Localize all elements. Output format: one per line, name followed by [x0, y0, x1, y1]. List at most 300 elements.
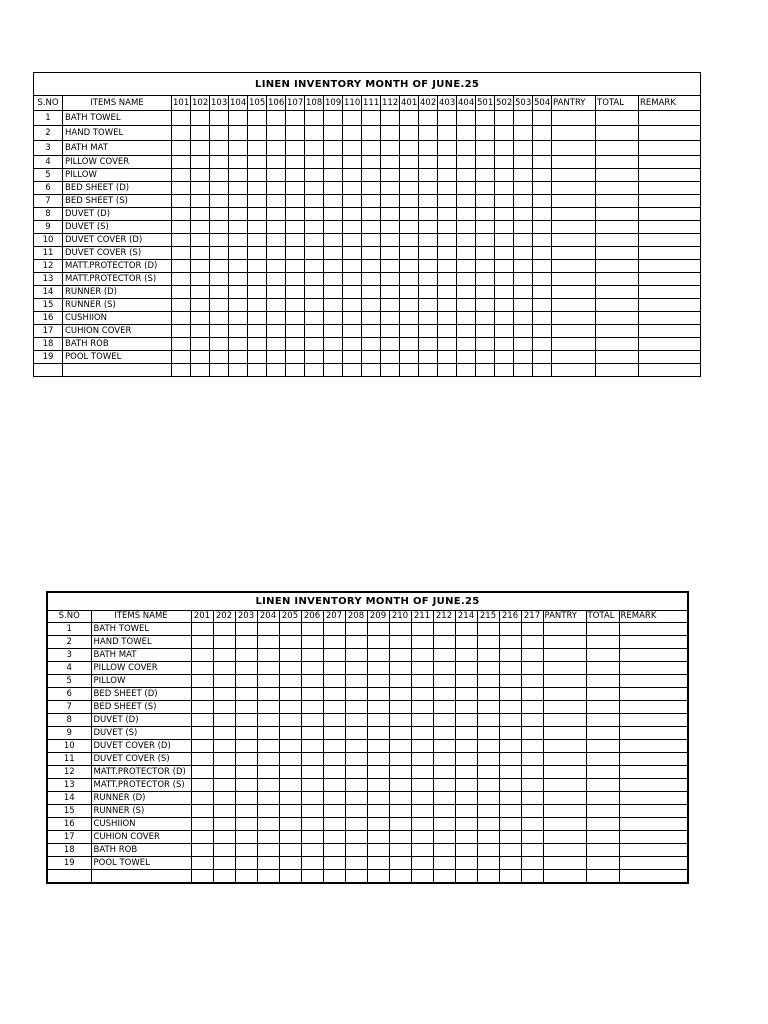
count-cell[interactable] [433, 714, 455, 727]
count-cell[interactable] [301, 636, 323, 649]
count-cell[interactable] [438, 273, 457, 286]
count-cell[interactable] [495, 273, 514, 286]
count-cell[interactable] [172, 169, 191, 182]
count-cell[interactable] [477, 714, 499, 727]
count-cell[interactable] [514, 325, 533, 338]
count-cell[interactable] [419, 234, 438, 247]
count-cell[interactable] [433, 636, 455, 649]
count-cell[interactable] [305, 234, 324, 247]
count-cell[interactable] [457, 156, 476, 169]
count-cell[interactable] [210, 260, 229, 273]
count-cell[interactable] [619, 636, 688, 649]
count-cell[interactable] [438, 195, 457, 208]
empty-cell[interactable] [343, 364, 362, 377]
count-cell[interactable] [345, 623, 367, 636]
count-cell[interactable] [210, 325, 229, 338]
count-cell[interactable] [477, 805, 499, 818]
count-cell[interactable] [323, 623, 345, 636]
empty-cell[interactable] [457, 364, 476, 377]
count-cell[interactable] [381, 338, 400, 351]
count-cell[interactable] [248, 351, 267, 364]
count-cell[interactable] [362, 325, 381, 338]
count-cell[interactable] [267, 208, 286, 221]
count-cell[interactable] [362, 126, 381, 141]
count-cell[interactable] [543, 766, 586, 779]
count-cell[interactable] [495, 156, 514, 169]
count-cell[interactable] [191, 195, 210, 208]
count-cell[interactable] [552, 338, 596, 351]
count-cell[interactable] [191, 753, 213, 766]
count-cell[interactable] [172, 286, 191, 299]
count-cell[interactable] [639, 312, 701, 325]
count-cell[interactable] [248, 156, 267, 169]
count-cell[interactable] [476, 111, 495, 126]
count-cell[interactable] [619, 623, 688, 636]
empty-cell[interactable] [455, 870, 477, 884]
count-cell[interactable] [191, 636, 213, 649]
count-cell[interactable] [305, 325, 324, 338]
count-cell[interactable] [343, 325, 362, 338]
count-cell[interactable] [521, 753, 543, 766]
count-cell[interactable] [619, 727, 688, 740]
count-cell[interactable] [619, 662, 688, 675]
count-cell[interactable] [323, 818, 345, 831]
count-cell[interactable] [433, 688, 455, 701]
count-cell[interactable] [229, 299, 248, 312]
count-cell[interactable] [229, 312, 248, 325]
count-cell[interactable] [191, 701, 213, 714]
count-cell[interactable] [279, 753, 301, 766]
count-cell[interactable] [639, 273, 701, 286]
count-cell[interactable] [248, 325, 267, 338]
count-cell[interactable] [305, 247, 324, 260]
count-cell[interactable] [457, 338, 476, 351]
count-cell[interactable] [367, 844, 389, 857]
count-cell[interactable] [367, 740, 389, 753]
count-cell[interactable] [596, 273, 639, 286]
count-cell[interactable] [476, 286, 495, 299]
count-cell[interactable] [411, 649, 433, 662]
count-cell[interactable] [191, 857, 213, 870]
empty-cell[interactable] [362, 364, 381, 377]
count-cell[interactable] [305, 273, 324, 286]
empty-cell[interactable] [279, 870, 301, 884]
count-cell[interactable] [324, 169, 343, 182]
count-cell[interactable] [455, 649, 477, 662]
count-cell[interactable] [367, 753, 389, 766]
count-cell[interactable] [257, 779, 279, 792]
count-cell[interactable] [400, 156, 419, 169]
count-cell[interactable] [257, 740, 279, 753]
count-cell[interactable] [596, 325, 639, 338]
count-cell[interactable] [324, 156, 343, 169]
count-cell[interactable] [172, 208, 191, 221]
count-cell[interactable] [543, 857, 586, 870]
count-cell[interactable] [345, 818, 367, 831]
count-cell[interactable] [400, 351, 419, 364]
empty-cell[interactable] [495, 364, 514, 377]
count-cell[interactable] [476, 208, 495, 221]
count-cell[interactable] [552, 312, 596, 325]
count-cell[interactable] [229, 111, 248, 126]
count-cell[interactable] [419, 221, 438, 234]
count-cell[interactable] [301, 844, 323, 857]
count-cell[interactable] [619, 831, 688, 844]
count-cell[interactable] [433, 740, 455, 753]
count-cell[interactable] [367, 779, 389, 792]
count-cell[interactable] [639, 260, 701, 273]
count-cell[interactable] [381, 182, 400, 195]
count-cell[interactable] [533, 286, 552, 299]
count-cell[interactable] [457, 141, 476, 156]
count-cell[interactable] [619, 753, 688, 766]
count-cell[interactable] [210, 141, 229, 156]
count-cell[interactable] [172, 351, 191, 364]
count-cell[interactable] [639, 208, 701, 221]
count-cell[interactable] [381, 126, 400, 141]
count-cell[interactable] [257, 753, 279, 766]
count-cell[interactable] [495, 299, 514, 312]
count-cell[interactable] [301, 727, 323, 740]
count-cell[interactable] [286, 299, 305, 312]
count-cell[interactable] [389, 688, 411, 701]
count-cell[interactable] [279, 623, 301, 636]
count-cell[interactable] [191, 662, 213, 675]
count-cell[interactable] [345, 714, 367, 727]
count-cell[interactable] [438, 208, 457, 221]
count-cell[interactable] [305, 286, 324, 299]
count-cell[interactable] [367, 831, 389, 844]
count-cell[interactable] [172, 234, 191, 247]
count-cell[interactable] [533, 111, 552, 126]
count-cell[interactable] [389, 649, 411, 662]
count-cell[interactable] [267, 286, 286, 299]
count-cell[interactable] [279, 857, 301, 870]
count-cell[interactable] [438, 260, 457, 273]
count-cell[interactable] [400, 169, 419, 182]
count-cell[interactable] [596, 260, 639, 273]
count-cell[interactable] [411, 805, 433, 818]
count-cell[interactable] [457, 234, 476, 247]
count-cell[interactable] [213, 831, 235, 844]
count-cell[interactable] [381, 234, 400, 247]
count-cell[interactable] [324, 208, 343, 221]
count-cell[interactable] [457, 169, 476, 182]
count-cell[interactable] [389, 792, 411, 805]
count-cell[interactable] [172, 195, 191, 208]
empty-cell[interactable] [324, 364, 343, 377]
count-cell[interactable] [552, 126, 596, 141]
count-cell[interactable] [411, 753, 433, 766]
count-cell[interactable] [619, 779, 688, 792]
count-cell[interactable] [235, 688, 257, 701]
count-cell[interactable] [286, 195, 305, 208]
count-cell[interactable] [286, 169, 305, 182]
count-cell[interactable] [210, 208, 229, 221]
count-cell[interactable] [213, 805, 235, 818]
count-cell[interactable] [552, 351, 596, 364]
count-cell[interactable] [279, 701, 301, 714]
count-cell[interactable] [267, 351, 286, 364]
count-cell[interactable] [419, 325, 438, 338]
count-cell[interactable] [286, 338, 305, 351]
count-cell[interactable] [477, 792, 499, 805]
count-cell[interactable] [419, 312, 438, 325]
count-cell[interactable] [381, 208, 400, 221]
count-cell[interactable] [411, 636, 433, 649]
count-cell[interactable] [499, 792, 521, 805]
count-cell[interactable] [279, 779, 301, 792]
count-cell[interactable] [411, 792, 433, 805]
count-cell[interactable] [210, 299, 229, 312]
count-cell[interactable] [543, 831, 586, 844]
count-cell[interactable] [552, 182, 596, 195]
count-cell[interactable] [596, 182, 639, 195]
count-cell[interactable] [235, 779, 257, 792]
count-cell[interactable] [345, 753, 367, 766]
count-cell[interactable] [235, 740, 257, 753]
count-cell[interactable] [533, 325, 552, 338]
count-cell[interactable] [476, 260, 495, 273]
count-cell[interactable] [324, 325, 343, 338]
count-cell[interactable] [267, 221, 286, 234]
count-cell[interactable] [433, 792, 455, 805]
count-cell[interactable] [521, 792, 543, 805]
count-cell[interactable] [286, 182, 305, 195]
count-cell[interactable] [543, 701, 586, 714]
count-cell[interactable] [343, 338, 362, 351]
count-cell[interactable] [543, 688, 586, 701]
count-cell[interactable] [411, 675, 433, 688]
count-cell[interactable] [343, 141, 362, 156]
count-cell[interactable] [495, 338, 514, 351]
empty-cell[interactable] [411, 870, 433, 884]
count-cell[interactable] [257, 714, 279, 727]
count-cell[interactable] [477, 675, 499, 688]
count-cell[interactable] [267, 169, 286, 182]
count-cell[interactable] [400, 325, 419, 338]
count-cell[interactable] [457, 111, 476, 126]
count-cell[interactable] [213, 766, 235, 779]
count-cell[interactable] [305, 260, 324, 273]
count-cell[interactable] [362, 351, 381, 364]
count-cell[interactable] [457, 286, 476, 299]
count-cell[interactable] [552, 234, 596, 247]
empty-cell[interactable] [235, 870, 257, 884]
count-cell[interactable] [411, 688, 433, 701]
count-cell[interactable] [596, 299, 639, 312]
count-cell[interactable] [411, 818, 433, 831]
count-cell[interactable] [213, 753, 235, 766]
count-cell[interactable] [362, 299, 381, 312]
count-cell[interactable] [521, 636, 543, 649]
count-cell[interactable] [433, 675, 455, 688]
count-cell[interactable] [619, 844, 688, 857]
count-cell[interactable] [411, 662, 433, 675]
count-cell[interactable] [324, 195, 343, 208]
count-cell[interactable] [229, 195, 248, 208]
count-cell[interactable] [257, 831, 279, 844]
count-cell[interactable] [411, 714, 433, 727]
count-cell[interactable] [381, 273, 400, 286]
count-cell[interactable] [514, 247, 533, 260]
count-cell[interactable] [596, 247, 639, 260]
count-cell[interactable] [619, 675, 688, 688]
count-cell[interactable] [514, 169, 533, 182]
count-cell[interactable] [596, 234, 639, 247]
count-cell[interactable] [619, 818, 688, 831]
count-cell[interactable] [191, 208, 210, 221]
count-cell[interactable] [191, 688, 213, 701]
empty-cell[interactable] [367, 870, 389, 884]
count-cell[interactable] [438, 351, 457, 364]
count-cell[interactable] [305, 338, 324, 351]
count-cell[interactable] [343, 247, 362, 260]
count-cell[interactable] [552, 260, 596, 273]
count-cell[interactable] [191, 805, 213, 818]
count-cell[interactable] [619, 740, 688, 753]
count-cell[interactable] [343, 182, 362, 195]
count-cell[interactable] [543, 714, 586, 727]
count-cell[interactable] [257, 623, 279, 636]
count-cell[interactable] [619, 857, 688, 870]
count-cell[interactable] [235, 792, 257, 805]
count-cell[interactable] [455, 701, 477, 714]
count-cell[interactable] [476, 234, 495, 247]
count-cell[interactable] [477, 740, 499, 753]
count-cell[interactable] [286, 273, 305, 286]
count-cell[interactable] [381, 156, 400, 169]
count-cell[interactable] [499, 805, 521, 818]
count-cell[interactable] [596, 338, 639, 351]
count-cell[interactable] [521, 701, 543, 714]
count-cell[interactable] [248, 221, 267, 234]
count-cell[interactable] [552, 195, 596, 208]
count-cell[interactable] [213, 727, 235, 740]
count-cell[interactable] [267, 299, 286, 312]
count-cell[interactable] [279, 688, 301, 701]
count-cell[interactable] [381, 351, 400, 364]
count-cell[interactable] [400, 338, 419, 351]
empty-cell[interactable] [552, 364, 596, 377]
count-cell[interactable] [191, 260, 210, 273]
count-cell[interactable] [267, 260, 286, 273]
count-cell[interactable] [438, 141, 457, 156]
count-cell[interactable] [248, 141, 267, 156]
count-cell[interactable] [400, 208, 419, 221]
count-cell[interactable] [639, 234, 701, 247]
count-cell[interactable] [596, 111, 639, 126]
count-cell[interactable] [552, 208, 596, 221]
count-cell[interactable] [257, 662, 279, 675]
count-cell[interactable] [596, 221, 639, 234]
empty-cell[interactable] [400, 364, 419, 377]
count-cell[interactable] [267, 126, 286, 141]
count-cell[interactable] [305, 141, 324, 156]
count-cell[interactable] [457, 247, 476, 260]
count-cell[interactable] [235, 844, 257, 857]
count-cell[interactable] [229, 208, 248, 221]
count-cell[interactable] [301, 714, 323, 727]
count-cell[interactable] [533, 156, 552, 169]
count-cell[interactable] [367, 766, 389, 779]
empty-cell[interactable] [257, 870, 279, 884]
count-cell[interactable] [210, 338, 229, 351]
count-cell[interactable] [495, 351, 514, 364]
count-cell[interactable] [639, 126, 701, 141]
count-cell[interactable] [301, 649, 323, 662]
count-cell[interactable] [455, 766, 477, 779]
count-cell[interactable] [286, 126, 305, 141]
count-cell[interactable] [279, 740, 301, 753]
count-cell[interactable] [343, 234, 362, 247]
count-cell[interactable] [279, 766, 301, 779]
count-cell[interactable] [477, 831, 499, 844]
count-cell[interactable] [172, 111, 191, 126]
count-cell[interactable] [639, 195, 701, 208]
count-cell[interactable] [235, 818, 257, 831]
count-cell[interactable] [499, 857, 521, 870]
count-cell[interactable] [521, 740, 543, 753]
count-cell[interactable] [286, 312, 305, 325]
count-cell[interactable] [455, 740, 477, 753]
count-cell[interactable] [596, 141, 639, 156]
count-cell[interactable] [457, 351, 476, 364]
count-cell[interactable] [514, 286, 533, 299]
count-cell[interactable] [521, 649, 543, 662]
count-cell[interactable] [367, 818, 389, 831]
count-cell[interactable] [586, 805, 619, 818]
count-cell[interactable] [495, 234, 514, 247]
count-cell[interactable] [381, 260, 400, 273]
count-cell[interactable] [343, 273, 362, 286]
count-cell[interactable] [279, 805, 301, 818]
count-cell[interactable] [235, 675, 257, 688]
count-cell[interactable] [381, 221, 400, 234]
count-cell[interactable] [381, 169, 400, 182]
count-cell[interactable] [499, 844, 521, 857]
count-cell[interactable] [191, 234, 210, 247]
count-cell[interactable] [213, 675, 235, 688]
count-cell[interactable] [499, 727, 521, 740]
count-cell[interactable] [213, 649, 235, 662]
count-cell[interactable] [213, 701, 235, 714]
count-cell[interactable] [213, 818, 235, 831]
count-cell[interactable] [586, 779, 619, 792]
count-cell[interactable] [191, 286, 210, 299]
count-cell[interactable] [477, 636, 499, 649]
count-cell[interactable] [438, 126, 457, 141]
count-cell[interactable] [172, 247, 191, 260]
count-cell[interactable] [323, 701, 345, 714]
count-cell[interactable] [345, 727, 367, 740]
empty-cell[interactable] [438, 364, 457, 377]
count-cell[interactable] [639, 111, 701, 126]
count-cell[interactable] [191, 338, 210, 351]
count-cell[interactable] [596, 208, 639, 221]
count-cell[interactable] [191, 156, 210, 169]
count-cell[interactable] [362, 141, 381, 156]
count-cell[interactable] [495, 195, 514, 208]
empty-cell[interactable] [323, 870, 345, 884]
count-cell[interactable] [533, 234, 552, 247]
count-cell[interactable] [213, 779, 235, 792]
count-cell[interactable] [345, 675, 367, 688]
count-cell[interactable] [639, 338, 701, 351]
count-cell[interactable] [343, 286, 362, 299]
count-cell[interactable] [267, 325, 286, 338]
count-cell[interactable] [323, 779, 345, 792]
